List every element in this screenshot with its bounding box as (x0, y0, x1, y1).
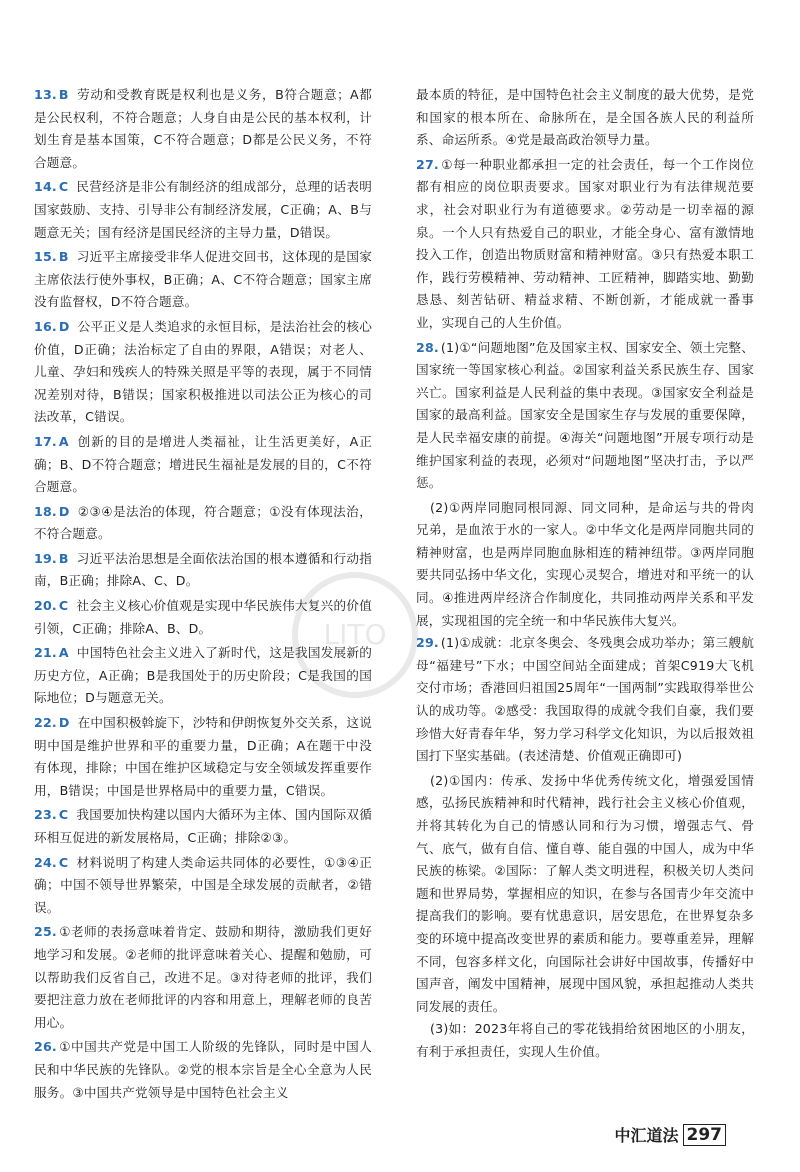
answer-item-26: 26. ①中国共产党是中国工人阶级的先锋队，同时是中国人民和中华民族的先锋队。②党的根本宗旨是全心全意为人民服务。③中国共产党领导是中国特色社会主义 (34, 1039, 372, 1100)
page-number: 297 (683, 1124, 727, 1146)
answer-item-19: 19. B 习近平法治思想是全面依法治国的根本遵循和行动指南，B正确；排除A、C、D。 (34, 550, 372, 589)
right-column (416, 84, 754, 1064)
answer-item-16: 16. D 公平正义是人类追求的永恒目标，是法治社会的核心价值，D正确；法治标定了自由的界限，A错误；对老人、儿童、孕妇和残疾人的特殊关照是平等的表现，属于不同情况差别对待，B错误；国家积极推进以司法公正为核心的司法改革，C错误。 (34, 318, 372, 425)
answer-item-28-part-1: 28. (1)①“问题地图”危及国家主权、国家安全、领土完整、国家统一等国家核心利益。②国家利益关系民族生存、国家兴亡。国家利益是人民利益的集中表现。③国家安全利益是国家的最高利益。国家安全是国家生存与发展的重要保障，是人民幸福安康的前提。④海关“问题地图”开展专项行动是维护国家利益的表现，必须对“问题地图”坚决打击，予以严惩。 (416, 339, 754, 491)
answer-item-25: 25. ①老师的表扬意味着肯定、鼓励和期待，激励我们更好地学习和发展。②老师的批评意味着关心、提醒和勉励，可以帮助我们反省自己，改进不足。③对待老师的批评，我们要把注意力放在老师批评的内容和用意上，理解老师的良苦用心。 (34, 924, 372, 1030)
answer-item-13: 13. B 劳动和受教育既是权利也是义务，B符合题意；A都是公民权利，不符合题意；人身自由是公民的基本权利，计划生育是基本国策，C不符合题意；D都是公民义务，不符合题意。 (34, 87, 372, 170)
answer-item-21: 21. A 中国特色社会主义进入了新时代，这是我国发展新的历史方位，A正确；B是我国处于的历史阶段；C是我国的国际地位；D与题意无关。 (34, 645, 372, 706)
answer-item-28-part-2: (2)①两岸同胞同根同源、同文同种，是命运与共的骨肉兄弟，是血浓于水的一家人。②中华文化是两岸同胞共同的精神财富，也是两岸同胞血脉相连的精神纽带。③两岸同胞要共同弘扬中华文化，实现心灵契合，增进对和平统一的认同。④推进两岸经济合作制度化，共同推动两岸关系和平发展，实现祖国的完全统一和中华民族伟大复兴。 (416, 499, 754, 628)
answer-item-18: 18. D ②③④是法治的体现，符合题意；①没有体现法治，不符合题意。 (34, 503, 372, 542)
answer-item-17: 17. A 创新的目的是增进人类福祉，让生活更美好，A正确；B、D不符合题意；增进民生福祉是发展的目的，C不符合题意。 (34, 433, 372, 495)
answer-item-23: 23. C 我国要加快构建以国内大循环为主体、国内国际双循环相互促进的新发展格局，C正确；排除②③。 (34, 807, 372, 845)
answer-item-20: 20. C 社会主义核心价值观是实现中华民族伟大复兴的价值引领，C正确；排除A、B、D。 (34, 598, 372, 636)
page-footer (614, 1123, 726, 1146)
answer-item-26-continued: 最本质的特征，是中国特色社会主义制度的最大优势，是党和国家的根本所在、命脉所在，是全国各族人民的利益所系、命运所系。④党是最高政治领导力量。 (416, 87, 754, 148)
answer-item-22: 22. D 在中国积极斡旋下，沙特和伊朗恢复外交关系，这说明中国是维护世界和平的重要力量，D正确；A在题干中没有体现，排除；中国在维护区域稳定与安全领域发挥重要作用，B错误；中国是世界格局中的重要力量，C错误。 (34, 715, 372, 798)
left-column (34, 84, 372, 1106)
watermark-text: LITO (323, 618, 387, 651)
answer-item-15: 15. B 习近平主席接受非华人促进交回书，这体现的是国家主席依法行使外事权，B正确；A、C不符合题意；国家主席没有监督权，D不符合题意。 (34, 249, 372, 310)
footer-brand: 中汇道法 (614, 1126, 679, 1145)
answer-item-29-part-1: 29. (1)①成就：北京冬奥会、冬残奥会成功举办；第三艘航母“福建号”下水；中国空间站全面建成；首架C919大飞机交付市场；香港回归祖国25周年“一国两制”实践取得举世公认的成功等。②感受：我国取得的成就令我们自豪，我们要珍惜大好青春年华，努力学习科学文化知识，为以后报效祖国打下坚实基础。(表述清楚、价值观正确即可) (416, 635, 754, 764)
answer-item-14: 14. C 民营经济是非公有制经济的组成部分，总理的话表明国家鼓励、支持、引导非公有制经济发展，C正确；A、B与题意无关；国有经济是国民经济的主导力量，D错误。 (34, 179, 372, 240)
answer-item-27: 27. ①每一种职业都承担一定的社会责任，每一个工作岗位都有相应的岗位职责要求。国家对职业行为有法律规范要求，社会对职业行为有道德要求。②劳动是一切幸福的源泉。一个人只有热爱自己的职业，才能全身心、富有激情地投入工作，创造出物质财富和精神财富。③只有热爱本职工作，践行劳模精神、劳动精神、工匠精神，脚踏实地、勤勤恳恳、刻苦钻研、精益求精、不断创新，才能成就一番事业，实现自己的人生价值。 (416, 156, 754, 330)
answer-item-29-part-3: (3)如：2023年将自己的零花钱捐给贫困地区的小朋友，有利于承担责任，实现人生价值。 (416, 1021, 754, 1059)
answer-item-24: 24. C 材料说明了构建人类命运共同体的必要性，①③④正确；中国不领导世界繁荣，中国是全球发展的贡献者，②错误。 (34, 854, 372, 915)
answer-item-29-part-2: (2)①国内：传承、发扬中华优秀传统文化，增强爱国情感，弘扬民族精神和时代精神，践行社会主义核心价值观，并将其转化为自己的情感认同和行为习惯，增强志气、骨气、底气，做有自信、懂自尊、能自强的中国人，成为中华民族的栋梁。②国际：了解人类文明进程，积极关切人类问题和世界局势，掌握相应的知识，在参与各国青少年交流中提高我们的影响。要有忧患意识，居安思危，在世界复杂多变的环境中提高改变世界的素质和能力。要尊重差异，理解不同，包容多样文化，向国际社会讲好中国故事，传播好中国声音，阐发中国精神，展现中国风貌，承担起推动人类共同发展的责任。 (416, 772, 754, 1014)
